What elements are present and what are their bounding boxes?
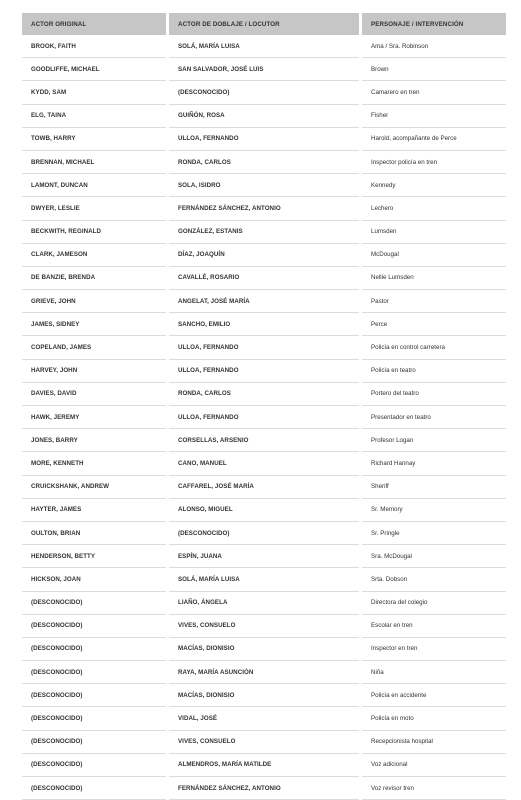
character-cell: Portero del teatro xyxy=(362,383,506,406)
table-row xyxy=(22,406,506,429)
character-cell: McDougal xyxy=(362,244,506,267)
dubbing-cast-table xyxy=(19,13,509,800)
original-actor-cell: COPELAND, JAMES xyxy=(22,336,166,359)
character-cell: Sra. McDougal xyxy=(362,545,506,568)
character-cell: Fisher xyxy=(362,105,506,128)
original-actor-cell: (DESCONOCIDO) xyxy=(22,754,166,777)
dubbing-actor-cell: ESPÍN, JUANA xyxy=(169,545,359,568)
table-row xyxy=(22,383,506,406)
table-row xyxy=(22,58,506,81)
table-row xyxy=(22,568,506,591)
character-cell: Harold, acompañante de Perce xyxy=(362,128,506,151)
table-row xyxy=(22,151,506,174)
dubbing-actor-cell: ANGELAT, JOSÉ MARÍA xyxy=(169,290,359,313)
original-actor-cell: MORE, KENNETH xyxy=(22,452,166,475)
table-row xyxy=(22,174,506,197)
original-actor-cell: (DESCONOCIDO) xyxy=(22,684,166,707)
dubbing-actor-cell: SAN SALVADOR, JOSÉ LUIS xyxy=(169,58,359,81)
original-actor-cell: (DESCONOCIDO) xyxy=(22,615,166,638)
character-cell: Nellie Lumsden xyxy=(362,267,506,290)
character-cell: Policía en moto xyxy=(362,707,506,730)
character-cell: Camarero en tren xyxy=(362,81,506,104)
table-row xyxy=(22,290,506,313)
table-row xyxy=(22,81,506,104)
original-actor-cell: JAMES, SIDNEY xyxy=(22,313,166,336)
character-cell: Niña xyxy=(362,661,506,684)
header-dubbing-actor: ACTOR DE DOBLAJE / LOCUTOR xyxy=(169,13,359,35)
table-row xyxy=(22,592,506,615)
character-cell: Brown xyxy=(362,58,506,81)
character-cell: Inspector en tren xyxy=(362,638,506,661)
original-actor-cell: CLARK, JAMESON xyxy=(22,244,166,267)
original-actor-cell: GRIEVE, JOHN xyxy=(22,290,166,313)
original-actor-cell: KYDD, SAM xyxy=(22,81,166,104)
dubbing-actor-cell: RONDA, CARLOS xyxy=(169,383,359,406)
character-cell: Ama / Sra. Robinson xyxy=(362,35,506,58)
character-cell: Sr. Memory xyxy=(362,499,506,522)
table-row xyxy=(22,221,506,244)
original-actor-cell: JONES, BARRY xyxy=(22,429,166,452)
original-actor-cell: LAMONT, DUNCAN xyxy=(22,174,166,197)
original-actor-cell: (DESCONOCIDO) xyxy=(22,592,166,615)
original-actor-cell: HICKSON, JOAN xyxy=(22,568,166,591)
dubbing-actor-cell: GUIÑÓN, ROSA xyxy=(169,105,359,128)
character-cell: Policía en teatro xyxy=(362,360,506,383)
table-row xyxy=(22,452,506,475)
dubbing-actor-cell: CORSELLAS, ARSENIO xyxy=(169,429,359,452)
character-cell: Voz adicional xyxy=(362,754,506,777)
dubbing-actor-cell: SANCHO, EMILIO xyxy=(169,313,359,336)
original-actor-cell: OULTON, BRIAN xyxy=(22,522,166,545)
dubbing-actor-cell: ALONSO, MIGUEL xyxy=(169,499,359,522)
dubbing-actor-cell: SOLÁ, MARÍA LUISA xyxy=(169,35,359,58)
header-character: PERSONAJE / INTERVENCIÓN xyxy=(362,13,506,35)
dubbing-actor-cell: SOLÁ, MARÍA LUISA xyxy=(169,568,359,591)
dubbing-actor-cell: (DESCONOCIDO) xyxy=(169,81,359,104)
character-cell: Sheriff xyxy=(362,476,506,499)
table-row xyxy=(22,545,506,568)
table-row xyxy=(22,35,506,58)
table-row xyxy=(22,105,506,128)
table-row xyxy=(22,313,506,336)
original-actor-cell: BECKWITH, REGINALD xyxy=(22,221,166,244)
original-actor-cell: ELG, TAINA xyxy=(22,105,166,128)
dubbing-actor-cell: DÍAZ, JOAQUÍN xyxy=(169,244,359,267)
table-row xyxy=(22,707,506,730)
original-actor-cell: HARVEY, JOHN xyxy=(22,360,166,383)
character-cell: Inspector policía en tren xyxy=(362,151,506,174)
table-row xyxy=(22,429,506,452)
table-row xyxy=(22,499,506,522)
dubbing-actor-cell: MACÍAS, DIONISIO xyxy=(169,638,359,661)
dubbing-actor-cell: VIVES, CONSUELO xyxy=(169,731,359,754)
character-cell: Presentador en teatro xyxy=(362,406,506,429)
character-cell: Perce xyxy=(362,313,506,336)
table-header-row xyxy=(22,13,506,35)
character-cell: Sr. Pringle xyxy=(362,522,506,545)
character-cell: Kennedy xyxy=(362,174,506,197)
original-actor-cell: BRENNAN, MICHAEL xyxy=(22,151,166,174)
table-row xyxy=(22,128,506,151)
dubbing-actor-cell: ULLOA, FERNANDO xyxy=(169,360,359,383)
dubbing-actor-cell: FERNÁNDEZ SÁNCHEZ, ANTONIO xyxy=(169,197,359,220)
original-actor-cell: (DESCONOCIDO) xyxy=(22,661,166,684)
header-original-actor: ACTOR ORIGINAL xyxy=(22,13,166,35)
dubbing-actor-cell: ALMENDROS, MARÍA MATILDE xyxy=(169,754,359,777)
table-row xyxy=(22,661,506,684)
character-cell: Recepcionista hospital xyxy=(362,731,506,754)
dubbing-actor-cell: CAFFAREL, JOSÉ MARÍA xyxy=(169,476,359,499)
dubbing-actor-cell: (DESCONOCIDO) xyxy=(169,522,359,545)
table-row xyxy=(22,731,506,754)
dubbing-actor-cell: RAYA, MARÍA ASUNCIÓN xyxy=(169,661,359,684)
dubbing-actor-cell: VIDAL, JOSÉ xyxy=(169,707,359,730)
dubbing-actor-cell: CANO, MANUEL xyxy=(169,452,359,475)
character-cell: Profesor Logan xyxy=(362,429,506,452)
table-row xyxy=(22,244,506,267)
table-row xyxy=(22,360,506,383)
dubbing-actor-cell: ULLOA, FERNANDO xyxy=(169,406,359,429)
table-body xyxy=(22,35,506,800)
dubbing-actor-cell: FERNÁNDEZ SÁNCHEZ, ANTONIO xyxy=(169,777,359,800)
character-cell: Voz revisor tren xyxy=(362,777,506,800)
character-cell: Policía en control carretera xyxy=(362,336,506,359)
dubbing-actor-cell: LIAÑO, ÁNGELA xyxy=(169,592,359,615)
character-cell: Escolar en tren xyxy=(362,615,506,638)
character-cell: Pastor xyxy=(362,290,506,313)
original-actor-cell: HENDERSON, BETTY xyxy=(22,545,166,568)
table-row xyxy=(22,777,506,800)
dubbing-actor-cell: ULLOA, FERNANDO xyxy=(169,128,359,151)
character-cell: Directora del colegio xyxy=(362,592,506,615)
table-row xyxy=(22,638,506,661)
table-row xyxy=(22,684,506,707)
original-actor-cell: TOWB, HARRY xyxy=(22,128,166,151)
original-actor-cell: (DESCONOCIDO) xyxy=(22,777,166,800)
dubbing-actor-cell: RONDA, CARLOS xyxy=(169,151,359,174)
original-actor-cell: BROOK, FAITH xyxy=(22,35,166,58)
dubbing-actor-cell: CAVALLÉ, ROSARIO xyxy=(169,267,359,290)
table-row xyxy=(22,197,506,220)
dubbing-actor-cell: SOLA, ISIDRO xyxy=(169,174,359,197)
character-cell: Policía en accidente xyxy=(362,684,506,707)
original-actor-cell: HAYTER, JAMES xyxy=(22,499,166,522)
original-actor-cell: (DESCONOCIDO) xyxy=(22,638,166,661)
dubbing-actor-cell: ULLOA, FERNANDO xyxy=(169,336,359,359)
original-actor-cell: HAWK, JEREMY xyxy=(22,406,166,429)
character-cell: Lumsden xyxy=(362,221,506,244)
dubbing-actor-cell: GONZÁLEZ, ESTANIS xyxy=(169,221,359,244)
dubbing-actor-cell: MACÍAS, DIONISIO xyxy=(169,684,359,707)
original-actor-cell: DWYER, LESLIE xyxy=(22,197,166,220)
original-actor-cell: (DESCONOCIDO) xyxy=(22,731,166,754)
character-cell: Richard Hannay xyxy=(362,452,506,475)
original-actor-cell: GOODLIFFE, MICHAEL xyxy=(22,58,166,81)
dubbing-actor-cell: VIVES, CONSUELO xyxy=(169,615,359,638)
table-row xyxy=(22,476,506,499)
character-cell: Srta. Dobson xyxy=(362,568,506,591)
table-row xyxy=(22,615,506,638)
original-actor-cell: DE BANZIE, BRENDA xyxy=(22,267,166,290)
original-actor-cell: (DESCONOCIDO) xyxy=(22,707,166,730)
table-row xyxy=(22,267,506,290)
original-actor-cell: CRUICKSHANK, ANDREW xyxy=(22,476,166,499)
table-row xyxy=(22,754,506,777)
original-actor-cell: DAVIES, DAVID xyxy=(22,383,166,406)
character-cell: Lechero xyxy=(362,197,506,220)
table-row xyxy=(22,522,506,545)
table-row xyxy=(22,336,506,359)
